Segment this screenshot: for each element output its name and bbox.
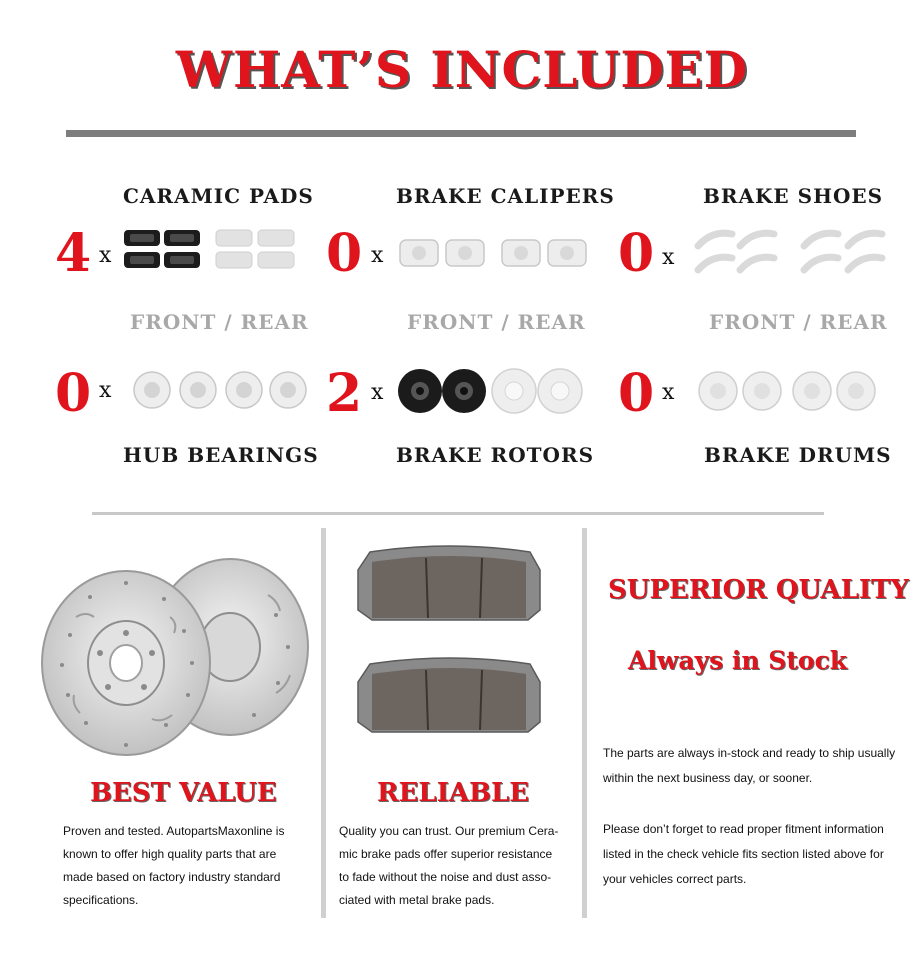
ceramic-pads-icon [122,228,302,272]
text-line: within the next business day, or sooner. [603,771,813,785]
hub-bearings-icon [128,366,312,416]
sub-ceramic-pads: FRONT / REAR [130,310,309,334]
sub-brake-shoes: FRONT / REAR [709,310,888,334]
multiplier-brake-rotors: x [371,380,384,405]
label-hub-bearings: HUB BEARINGS [123,443,319,467]
multiplier-ceramic-pads: x [99,243,112,268]
brake-pads-image [350,540,550,750]
best-value-text [63,820,313,912]
text-line: Proven and tested. AutopartsMaxonline is [63,824,285,838]
text-line: mic brake pads offer superior resistance [339,847,553,861]
label-ceramic-pads: CARAMIC PADS [123,184,314,208]
column-divider-right [582,528,587,918]
text-line: specifications. [63,893,139,907]
qty-brake-rotors: 2 [326,363,363,424]
best-value-heading: BEST VALUE [90,778,277,808]
in-stock-text [603,741,913,791]
label-brake-rotors: BRAKE ROTORS [396,443,595,467]
text-line: made based on factory industry standard [63,870,281,884]
fitment-text [603,817,913,892]
column-divider-left [321,528,326,918]
superior-quality-heading: SUPERIOR QUALITY [608,575,909,605]
drilled-rotors-image [40,555,310,765]
label-brake-drums: BRAKE DRUMS [704,443,892,467]
text-line: listed in the check vehicle fits section listed above for [603,847,884,861]
reliable-heading: RELIABLE [377,778,530,808]
qty-brake-calipers: 0 [326,223,363,284]
qty-hub-bearings: 0 [55,363,92,424]
multiplier-brake-shoes: x [662,245,675,270]
page-title: WHAT’S INCLUDED [175,40,749,99]
text-line: ciated with metal brake pads. [339,893,495,907]
reliable-text [339,820,579,912]
label-brake-calipers: BRAKE CALIPERS [396,184,615,208]
section-divider [92,512,824,515]
text-line: known to offer high quality parts that are [63,847,277,861]
brake-drums-icon [698,370,880,412]
brake-calipers-icon [398,234,593,272]
brake-rotors-icon [396,367,586,415]
text-line: Please don’t forget to read proper fitment information [603,822,884,836]
qty-brake-drums: 0 [618,363,655,424]
text-line: to fade without the noise and dust asso- [339,870,552,884]
qty-ceramic-pads: 4 [55,223,92,284]
brake-shoes-icon [692,228,897,276]
always-in-stock-heading: Always in Stock [628,646,848,675]
multiplier-brake-drums: x [662,380,675,405]
text-line: Quality you can trust. Our premium Cera- [339,824,559,838]
qty-brake-shoes: 0 [618,223,655,284]
multiplier-hub-bearings: x [99,378,112,403]
label-brake-shoes: BRAKE SHOES [703,184,884,208]
sub-brake-calipers: FRONT / REAR [407,310,586,334]
multiplier-brake-calipers: x [371,243,384,268]
text-line: The parts are always in-stock and ready to ship usually [603,746,896,760]
title-divider [66,130,856,137]
text-line: your vehicles correct parts. [603,872,747,886]
